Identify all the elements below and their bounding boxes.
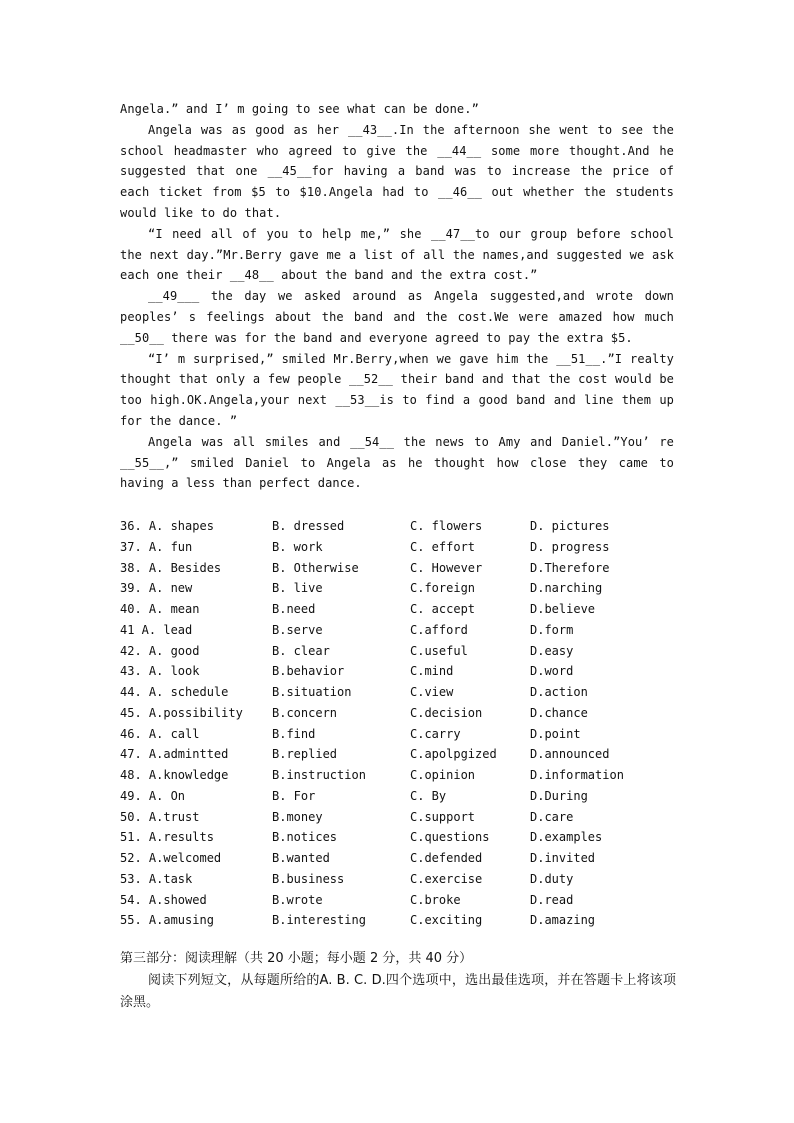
option-c: C.view — [410, 685, 454, 699]
option-b: B. dressed — [272, 519, 345, 533]
option-a: 41 A. lead — [120, 622, 193, 637]
option-c: C. flowers — [410, 519, 483, 533]
option-a: 54. A.showed — [120, 892, 207, 907]
option-row — [120, 537, 680, 558]
option-row — [120, 641, 680, 662]
option-a: 52. A.welcomed — [120, 851, 222, 865]
option-row — [120, 869, 680, 890]
option-b: B.find — [272, 726, 316, 741]
option-c: C.mind — [410, 664, 454, 679]
option-a: 36. A. shapes — [120, 519, 214, 533]
option-row — [120, 910, 680, 931]
option-d: D.duty — [530, 871, 574, 886]
option-c: C.useful — [410, 643, 468, 658]
option-c: C.afford — [410, 622, 468, 637]
section-instruction: 阅读下列短文，从每题所给的A. B. C. D.四个选项中，选出最佳选项，并在答题卡上将该项涂黑。 — [120, 973, 676, 1010]
option-d: D.announced — [530, 747, 610, 762]
option-a: 37. A. fun — [120, 539, 193, 554]
option-d: D.read — [530, 892, 574, 907]
option-d: D.invited — [530, 851, 596, 865]
option-a: 40. A. mean — [120, 602, 200, 616]
option-c: C.defended — [410, 851, 483, 865]
option-a: 39. A. new — [120, 581, 193, 596]
option-c: C.broke — [410, 892, 461, 907]
option-row — [120, 848, 680, 869]
passage-paragraph: Angela was as good as her __43__.In the afternoon she went to see the school headmaster who agreed to give the __44__ some more thought.And he suggested that one __45__for having a band was to increase the price of each ticket from $5 to $10.Angela had to __46__ out whether the students would like to do that. — [120, 122, 682, 220]
option-a: 50. A.trust — [120, 809, 200, 824]
option-c: C.questions — [410, 830, 490, 845]
option-d: D.chance — [530, 705, 588, 720]
option-row — [120, 620, 680, 641]
option-d: D.amazing — [530, 913, 596, 928]
option-c: C.exercise — [410, 871, 483, 886]
option-b: B.wrote — [272, 892, 323, 907]
option-b: B.wanted — [272, 851, 330, 865]
option-d: D.point — [530, 726, 581, 741]
option-b: B.money — [272, 809, 323, 824]
option-a: 44. A. schedule — [120, 685, 229, 699]
option-row — [120, 558, 680, 579]
option-a: 55. A.amusing — [120, 913, 214, 928]
option-row — [120, 827, 680, 848]
option-a: 53. A.task — [120, 871, 193, 886]
option-a: 42. A. good — [120, 643, 200, 658]
option-a: 43. A. look — [120, 664, 200, 679]
passage-paragraph: Angela.” and I’ m going to see what can be done.” — [120, 102, 479, 116]
option-row — [120, 786, 680, 807]
passage-paragraph: “I need all of you to help me,” she __47__to our group before school the next day.”Mr.Berry gave me a list of all the names,and suggested we ask each one their __48__ about the band and the extra cost.” — [120, 226, 682, 283]
option-d: D.easy — [530, 643, 574, 658]
passage-paragraph: Angela was all smiles and __54__ the news to Amy and Daniel.”You’ re __55__,” smiled Daniel to Angela as he thought how close they came to having a less than perfect dance. — [120, 434, 682, 491]
option-b: B.situation — [272, 685, 352, 699]
option-d: D.believe — [530, 602, 596, 616]
option-row — [120, 661, 680, 682]
option-b: B.business — [272, 871, 345, 886]
option-row — [120, 703, 680, 724]
option-a: 45. A.possibility — [120, 705, 243, 720]
option-b: B.instruction — [272, 768, 366, 782]
option-row — [120, 765, 680, 786]
option-b: B.replied — [272, 747, 338, 762]
option-b: B.serve — [272, 622, 323, 637]
option-d: D.form — [530, 622, 574, 637]
option-c: C. effort — [410, 539, 476, 554]
option-d: D.action — [530, 685, 588, 699]
option-b: B.behavior — [272, 664, 345, 679]
option-d: D.examples — [530, 830, 603, 845]
option-a: 49. A. On — [120, 788, 186, 803]
option-b: B.concern — [272, 705, 338, 720]
option-c: C.apolpgized — [410, 747, 497, 762]
option-row — [120, 724, 680, 745]
option-c: C.foreign — [410, 581, 476, 596]
option-d: D.During — [530, 788, 588, 803]
option-b: B.need — [272, 602, 316, 616]
option-c: C.opinion — [410, 768, 476, 782]
option-a: 47. A.admintted — [120, 747, 229, 762]
option-d: D. progress — [530, 539, 610, 554]
option-c: C.support — [410, 809, 476, 824]
answer-options-list — [120, 516, 680, 931]
option-a: 38. A. Besides — [120, 560, 222, 575]
option-d: D.information — [530, 768, 624, 782]
option-row — [120, 682, 680, 703]
option-row — [120, 599, 680, 620]
option-b: B. Otherwise — [272, 560, 359, 575]
option-c: C.exciting — [410, 913, 483, 928]
option-c: C.decision — [410, 705, 483, 720]
option-d: D.word — [530, 664, 574, 679]
section-heading: 第三部分：阅读理解（共 20 小题；每小题 2 分，共 40 分） — [120, 951, 473, 966]
option-a: 46. A. call — [120, 726, 200, 741]
option-row — [120, 578, 680, 599]
option-b: B. live — [272, 581, 323, 596]
option-a: 48. A.knowledge — [120, 768, 229, 782]
reading-section — [120, 948, 676, 1014]
option-row — [120, 807, 680, 828]
option-d: D. pictures — [530, 519, 610, 533]
option-c: C. By — [410, 788, 447, 803]
option-row — [120, 516, 680, 537]
option-row — [120, 744, 680, 765]
option-b: B. work — [272, 539, 323, 554]
option-c: C. accept — [410, 602, 476, 616]
option-b: B. For — [272, 788, 316, 803]
option-a: 51. A.results — [120, 830, 214, 845]
option-d: D.care — [530, 809, 574, 824]
option-d: D.Therefore — [530, 560, 610, 575]
option-b: B.notices — [272, 830, 338, 845]
passage-paragraph: “I’ m surprised,” smiled Mr.Berry,when we gave him the __51__.”I realty thought that only a few people __52__ their band and that the cost would be too high.OK.Angela,your next __53__is to find a good band and line them up for the dance. ” — [120, 351, 682, 428]
cloze-passage — [120, 99, 682, 494]
option-b: B.interesting — [272, 913, 366, 928]
passage-paragraph: __49___ the day we asked around as Angela suggested,and wrote down peoples’ s feelings about the band and the cost.We were amazed how much __50__ there was for the band and everyone agreed to pay the extra $5. — [120, 289, 682, 345]
option-b: B. clear — [272, 643, 330, 658]
option-d: D.narching — [530, 581, 603, 596]
option-row — [120, 890, 680, 911]
option-c: C. However — [410, 560, 483, 575]
option-c: C.carry — [410, 726, 461, 741]
